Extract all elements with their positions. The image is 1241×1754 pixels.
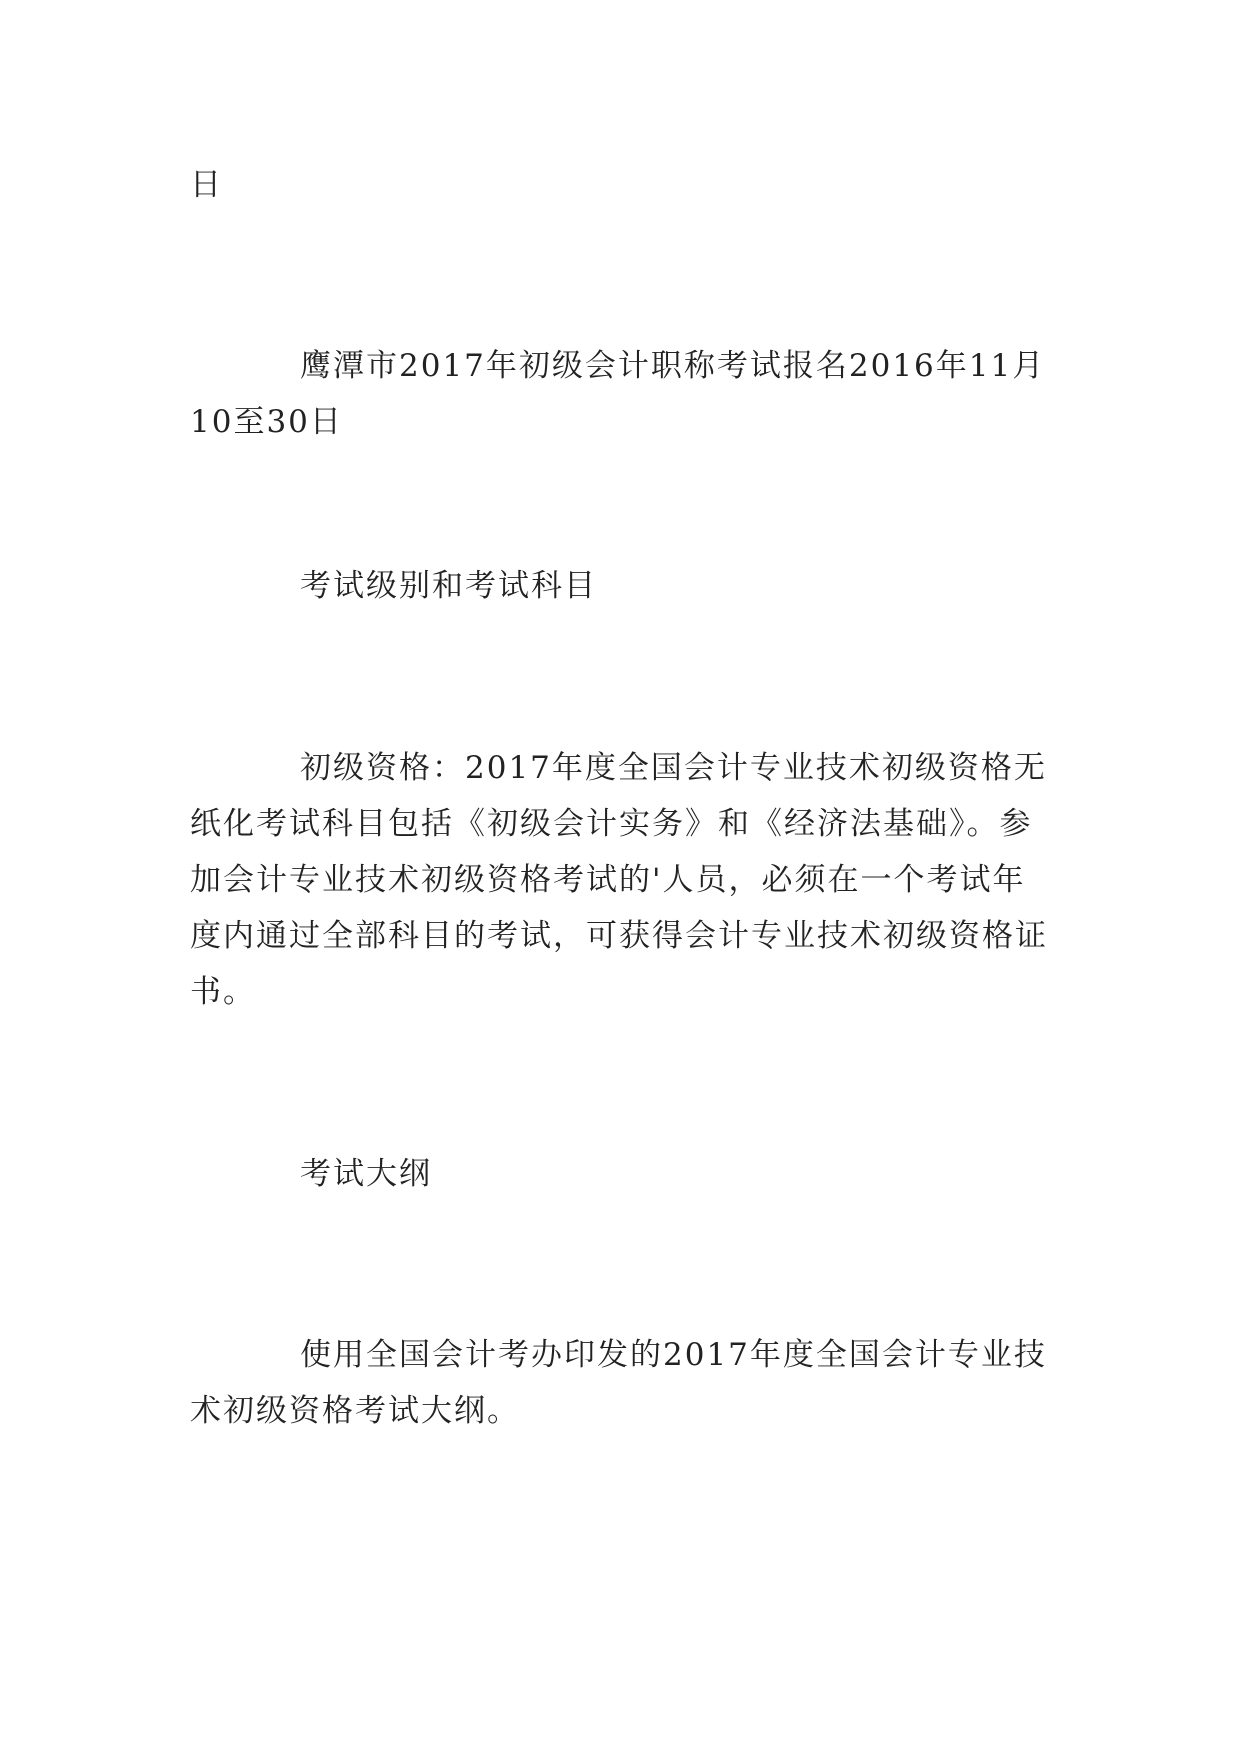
paragraph-line: 纸化考试科目包括《初级会计实务》和《经济法基础》。参	[190, 806, 1033, 842]
paragraph-line: 10至30日	[190, 404, 343, 440]
paragraph-line: 鹰潭市2017年初级会计职称考试报名2016年11月	[300, 348, 1046, 384]
paragraph-line: 加会计专业技术初级资格考试的'人员，必须在一个考试年	[190, 862, 1026, 898]
paragraph-line: 度内通过全部科目的考试，可获得会计专业技术初级资格证	[190, 918, 1048, 954]
paragraph-line: 书。	[190, 974, 256, 1010]
heading-exam-levels: 考试级别和考试科目	[300, 568, 597, 604]
text-fragment-top: 日	[190, 167, 223, 203]
heading-syllabus: 考试大纲	[300, 1156, 432, 1192]
paragraph-line: 初级资格：2017年度全国会计专业技术初级资格无	[300, 750, 1047, 786]
paragraph-line: 使用全国会计考办印发的2017年度全国会计专业技	[300, 1337, 1047, 1373]
paragraph-line: 术初级资格考试大纲。	[190, 1393, 520, 1429]
